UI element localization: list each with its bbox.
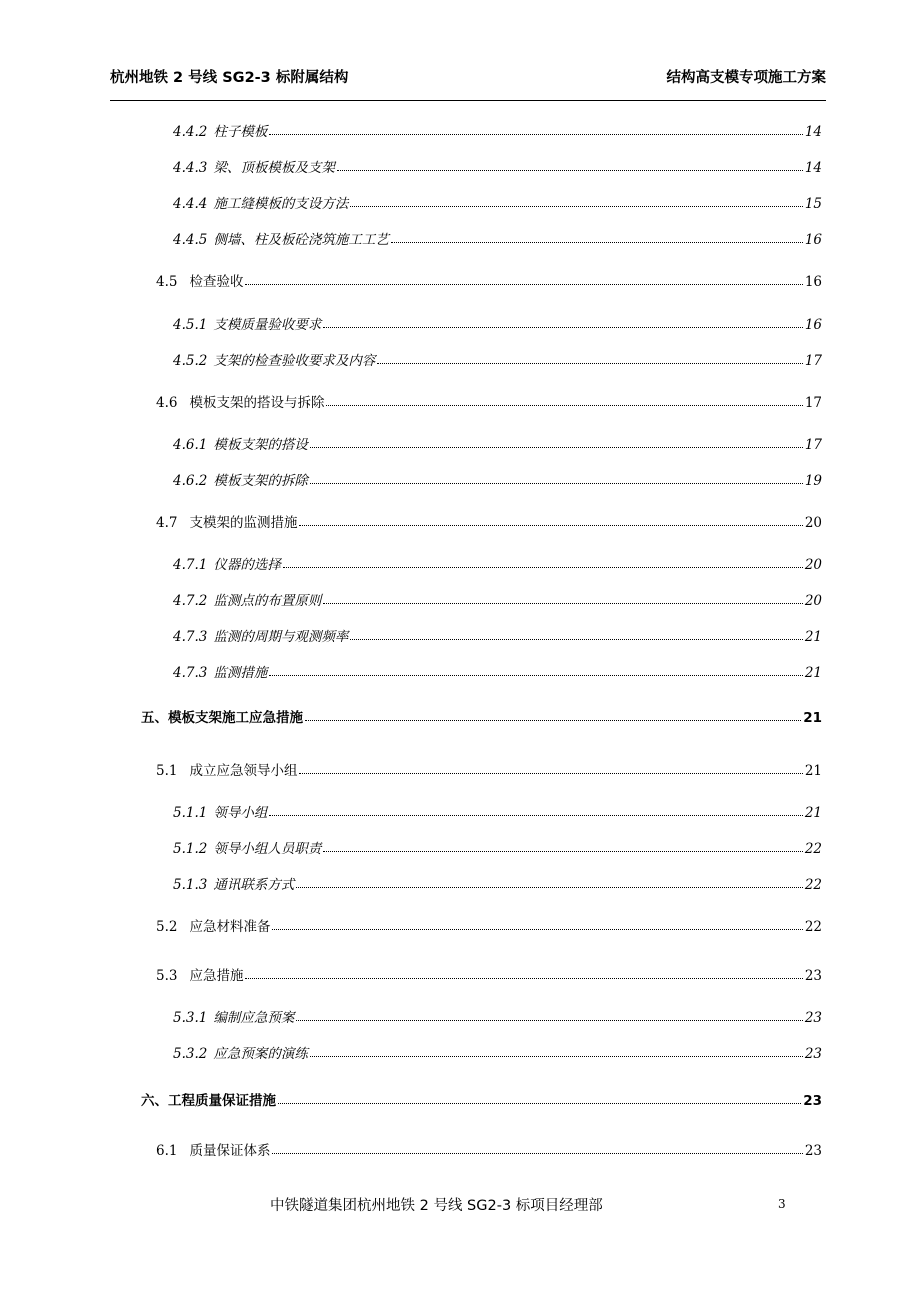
toc-dot-leader xyxy=(391,241,803,243)
toc-entry-title: 监测点的布置原则 xyxy=(213,593,322,609)
toc-entry[interactable] xyxy=(156,511,822,531)
toc-dot-leader xyxy=(278,1102,801,1104)
toc-entry-page: 21 xyxy=(804,763,822,779)
toc-entry[interactable] xyxy=(173,625,822,645)
toc-dot-leader xyxy=(283,566,803,568)
toc-entry-number: 4.7.3 xyxy=(173,665,208,681)
toc-dot-leader xyxy=(272,928,802,930)
toc-entry-page: 20 xyxy=(804,593,822,609)
toc-entry-number: 6.1 xyxy=(156,1143,178,1159)
toc-entry-title: 模板支架施工应急措施 xyxy=(168,710,303,726)
toc-entry-page: 16 xyxy=(804,317,822,333)
header-right-title: 结构高支模专项施工方案 xyxy=(666,70,826,86)
toc-entry[interactable] xyxy=(173,433,822,453)
toc-entry-page: 19 xyxy=(804,473,822,489)
toc-entry-number: 4.7.2 xyxy=(173,593,208,609)
toc-entry-title: 应急预案的演练 xyxy=(213,1046,308,1062)
toc-entry-title: 柱子模板 xyxy=(213,124,268,140)
toc-entry[interactable] xyxy=(173,228,822,248)
toc-entry-title: 侧墙、柱及板砼浇筑施工工艺 xyxy=(213,232,389,248)
toc-entry-title: 模板支架的搭设 xyxy=(213,437,308,453)
toc-entry-title: 工程质量保证措施 xyxy=(168,1093,276,1109)
toc-entry-title: 模板支架的拆除 xyxy=(213,473,308,489)
toc-entry[interactable] xyxy=(141,706,822,726)
toc-entry-title: 应急材料准备 xyxy=(189,919,271,935)
toc-entry[interactable] xyxy=(141,1089,822,1109)
toc-entry-number: 4.6.2 xyxy=(173,473,208,489)
toc-entry-page: 22 xyxy=(804,877,822,893)
toc-dot-leader xyxy=(272,1152,802,1154)
toc-dot-leader xyxy=(269,674,802,676)
toc-entry-title: 领导小组人员职责 xyxy=(213,841,322,857)
toc-dot-leader xyxy=(245,283,802,285)
header-left-title: 杭州地铁 2 号线 SG2-3 标附属结构 xyxy=(110,70,349,86)
toc-entry[interactable] xyxy=(173,469,822,489)
toc-entry-number: 4.6 xyxy=(156,395,178,411)
toc-entry-number: 4.7.3 xyxy=(173,629,208,645)
footer-organization: 中铁隧道集团杭州地铁 2 号线 SG2-3 标项目经理部 xyxy=(270,1198,603,1214)
toc-entry-page: 17 xyxy=(804,437,822,453)
toc-entry[interactable] xyxy=(173,192,822,212)
toc-entry-page: 17 xyxy=(804,353,822,369)
toc-entry-page: 22 xyxy=(804,919,822,935)
toc-entry[interactable] xyxy=(173,313,822,333)
toc-entry[interactable] xyxy=(173,837,822,857)
toc-dot-leader xyxy=(323,602,802,604)
toc-dot-leader xyxy=(310,482,803,484)
toc-dot-leader xyxy=(337,169,803,171)
page-header xyxy=(110,66,826,101)
toc-entry-title: 编制应急预案 xyxy=(213,1010,295,1026)
toc-dot-leader xyxy=(310,1055,803,1057)
toc-entry-title: 通讯联系方式 xyxy=(213,877,295,893)
toc-entry-title: 成立应急领导小组 xyxy=(189,763,298,779)
toc-entry-number: 5.2 xyxy=(156,919,178,935)
toc-dot-leader xyxy=(296,886,802,888)
toc-entry[interactable] xyxy=(173,873,822,893)
toc-entry-number: 5.3 xyxy=(156,968,178,984)
toc-dot-leader xyxy=(326,404,802,406)
toc-entry-number: 5.3.1 xyxy=(173,1010,208,1026)
toc-entry-page: 20 xyxy=(804,515,822,531)
toc-entry-page: 21 xyxy=(804,805,822,821)
toc-dot-leader xyxy=(296,1019,802,1021)
toc-entry[interactable] xyxy=(156,270,822,290)
toc-dot-leader xyxy=(350,205,802,207)
toc-entry-number: 4.4.4 xyxy=(173,196,208,212)
toc-entry-title: 领导小组 xyxy=(213,805,268,821)
toc-entry-page: 21 xyxy=(804,629,822,645)
toc-entry[interactable] xyxy=(173,553,822,573)
toc-entry-title: 梁、顶板模板及支架 xyxy=(213,160,335,176)
toc-entry-number: 4.5 xyxy=(156,274,178,290)
toc-entry-page: 23 xyxy=(804,1046,822,1062)
toc-entry[interactable] xyxy=(156,964,822,984)
toc-entry[interactable] xyxy=(156,391,822,411)
toc-entry-number: 4.7 xyxy=(156,515,178,531)
toc-entry-page: 22 xyxy=(804,841,822,857)
toc-dot-leader xyxy=(245,977,802,979)
toc-entry-page: 14 xyxy=(804,124,822,140)
toc-entry[interactable] xyxy=(156,759,822,779)
toc-entry-title: 仪器的选择 xyxy=(213,557,281,573)
toc-entry-title: 施工缝模板的支设方法 xyxy=(213,196,349,212)
toc-entry-page: 23 xyxy=(804,968,822,984)
toc-entry-number: 5.1.1 xyxy=(173,805,208,821)
toc-dot-leader xyxy=(299,524,802,526)
toc-entry-number: 4.7.1 xyxy=(173,557,208,573)
toc-entry-page: 15 xyxy=(804,196,822,212)
toc-entry-title: 应急措施 xyxy=(189,968,244,984)
toc-entry-title: 监测的周期与观测频率 xyxy=(213,629,349,645)
toc-entry-page: 21 xyxy=(804,665,822,681)
toc-dot-leader xyxy=(310,446,803,448)
toc-entry[interactable] xyxy=(173,1042,822,1062)
toc-entry-number: 4.4.2 xyxy=(173,124,208,140)
toc-entry-title: 检查验收 xyxy=(189,274,244,290)
toc-dot-leader xyxy=(350,638,802,640)
toc-entry-number: 六、 xyxy=(141,1093,168,1109)
toc-entry[interactable] xyxy=(173,801,822,821)
toc-entry-number: 5.1.2 xyxy=(173,841,208,857)
page-number: 3 xyxy=(778,1197,786,1211)
toc-entry-title: 监测措施 xyxy=(213,665,268,681)
toc-dot-leader xyxy=(323,850,802,852)
toc-entry-number: 5.3.2 xyxy=(173,1046,208,1062)
toc-entry-number: 5.1.3 xyxy=(173,877,208,893)
toc-dot-leader xyxy=(323,326,802,328)
toc-entry[interactable] xyxy=(173,156,822,176)
toc-entry-page: 20 xyxy=(804,557,822,573)
toc-dot-leader xyxy=(299,772,802,774)
toc-entry-title: 模板支架的搭设与拆除 xyxy=(189,395,325,411)
toc-entry[interactable] xyxy=(173,661,822,681)
toc-entry-number: 4.4.3 xyxy=(173,160,208,176)
toc-entry-page: 23 xyxy=(804,1010,822,1026)
toc-entry-page: 21 xyxy=(803,710,822,726)
toc-entry-page: 14 xyxy=(804,160,822,176)
toc-dot-leader xyxy=(377,362,802,364)
toc-dot-leader xyxy=(269,814,802,816)
toc-entry-title: 支模质量验收要求 xyxy=(213,317,322,333)
toc-entry-page: 23 xyxy=(804,1143,822,1159)
toc-entry-number: 五、 xyxy=(141,710,168,726)
toc-entry-title: 质量保证体系 xyxy=(189,1143,271,1159)
toc-entry-number: 4.6.1 xyxy=(173,437,208,453)
toc-entry-page: 16 xyxy=(804,232,822,248)
toc-entry-number: 4.4.5 xyxy=(173,232,208,248)
toc-entry-number: 5.1 xyxy=(156,763,178,779)
toc-entry-number: 4.5.2 xyxy=(173,353,208,369)
toc-dot-leader xyxy=(269,133,802,135)
toc-entry[interactable] xyxy=(173,589,822,609)
toc-entry[interactable] xyxy=(173,120,822,140)
toc-entry[interactable] xyxy=(156,915,822,935)
toc-entry-title: 支架的检查验收要求及内容 xyxy=(213,353,376,369)
toc-entry[interactable] xyxy=(173,1006,822,1026)
toc-entry-page: 23 xyxy=(803,1093,822,1109)
toc-dot-leader xyxy=(305,719,801,721)
toc-entry-title: 支模架的监测措施 xyxy=(189,515,298,531)
toc-entry[interactable] xyxy=(156,1139,822,1159)
toc-entry-number: 4.5.1 xyxy=(173,317,208,333)
toc-entry[interactable] xyxy=(173,349,822,369)
toc-entry-page: 17 xyxy=(804,395,822,411)
toc-entry-page: 16 xyxy=(804,274,822,290)
